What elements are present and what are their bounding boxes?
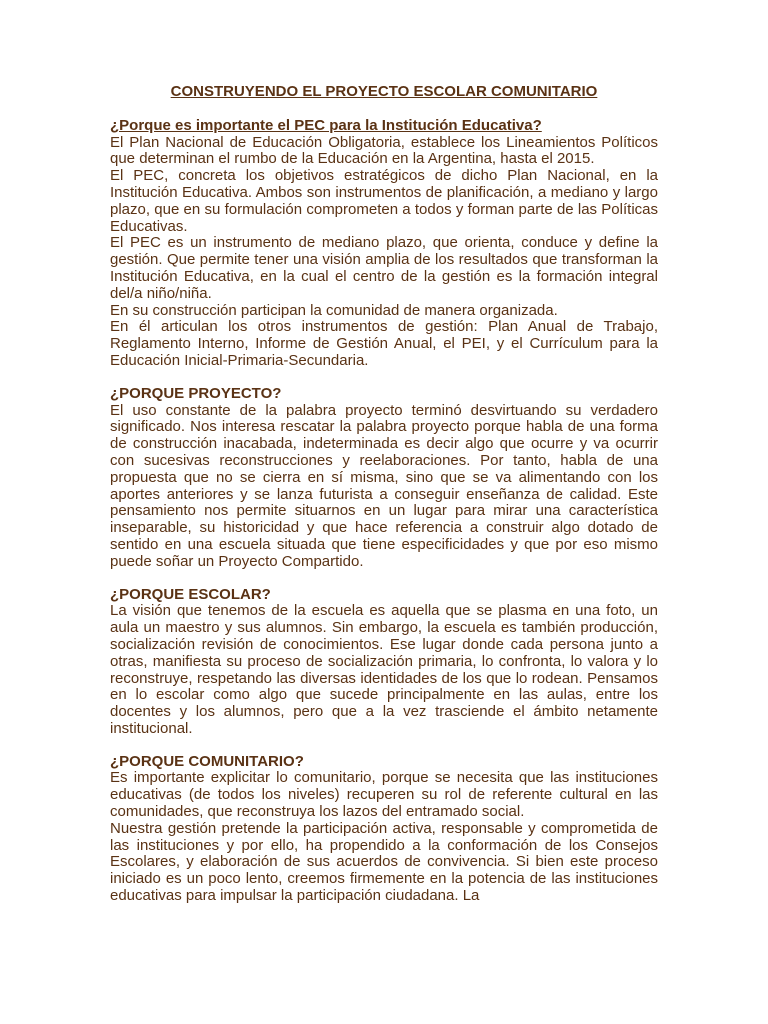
section-heading: ¿PORQUE PROYECTO? (110, 384, 282, 402)
section-porque-comunitario (110, 754, 658, 905)
paragraph: En su construcción participan la comunidad de manera organizada. (110, 301, 558, 319)
paragraph: Nuestra gestión pretende la participación activa, responsable y comprometida de las instituciones y por ello, ha propendido a la conformación de los Consejos Escolares, y elaboración de sus acuerdos de convivencia. Si bien este proceso iniciado es un poco lento, creemos firmemente en la potencia de las instituciones educativas para impulsar la participación ciudadana. La (110, 819, 658, 905)
paragraph: En él articulan los otros instrumentos de gestión: Plan Anual de Trabajo, Reglamento Interno, Informe de Gestión Anual, el PEI, y el Currículum para la Educación Inicial-Primaria-Secundaria. (110, 318, 658, 369)
section-importance-pec (110, 118, 658, 370)
document-title: CONSTRUYENDO EL PROYECTO ESCOLAR COMUNITARIO (170, 83, 598, 100)
document-page (110, 84, 658, 905)
section-heading: ¿PORQUE COMUNITARIO? (110, 752, 304, 770)
paragraph: El Plan Nacional de Educación Obligatoria, establece los Lineamientos Políticos que determinan el rumbo de la Educación en la Argentina, hasta el 2015. (110, 133, 658, 168)
paragraph: Es importante explicitar lo comunitario, porque se necesita que las instituciones educativas (de todos los niveles) recuperen su rol de referente cultural en las comunidades, que reconstruya los lazos del entramado social. (110, 769, 658, 821)
paragraph: El uso constante de la palabra proyecto terminó desvirtuando su verdadero significado. Nos interesa rescatar la palabra proyecto porque habla de una forma de construcción inacabada, indeterminada es decir algo que ocurre y va ocurrir con sucesivas reconstrucciones y reelaboraciones. Por tanto, habla de una propuesta que no se cierra en sí misma, sino que se va alimentando con los aportes anteriores y se lanza futurista a conseguir enseñanza de calidad. Este pensamiento nos permite situarnos en un lugar para mirar una característica inseparable, su historicidad y que hace referencia a construir algo dotado de sentido en una escuela situada que tiene especificidades y que por eso mismo puede soñar un Proyecto Compartido. (110, 401, 658, 570)
section-heading: ¿Porque es importante el PEC para la Institución Educativa? (110, 116, 542, 134)
paragraph: El PEC, concreta los objetivos estratégicos de dicho Plan Nacional, en la Institución Educativa. Ambos son instrumentos de planificación, a mediano y largo plazo, que en su formulación comprometen a todos y forman parte de las Políticas Educativas. (110, 167, 658, 235)
paragraph: La visión que tenemos de la escuela es aquella que se plasma en una foto, un aula un maestro y sus alumnos. Sin embargo, la escuela es también producción, socialización revisión de conocimientos. Ese lugar donde cada persona junto a otras, manifiesta su proceso de socialización primaria, lo confronta, lo valora y lo reconstruye, respetando las diversas identidades de los que lo rodean. Pensamos en lo escolar como algo que sucede principalmente en las aulas, entre los docentes y los alumnos, pero que a la vez trasciende el ámbito netamente institucional. (110, 602, 658, 737)
section-porque-proyecto (110, 386, 658, 571)
section-heading: ¿PORQUE ESCOLAR? (110, 585, 271, 603)
section-porque-escolar (110, 587, 658, 738)
paragraph: El PEC es un instrumento de mediano plazo, que orienta, conduce y define la gestión. Que permite tener una visión amplia de los resultados que transforman la Institución Educativa, en la cual el centro de la gestión es la formación integral del/a niño/niña. (110, 234, 658, 302)
